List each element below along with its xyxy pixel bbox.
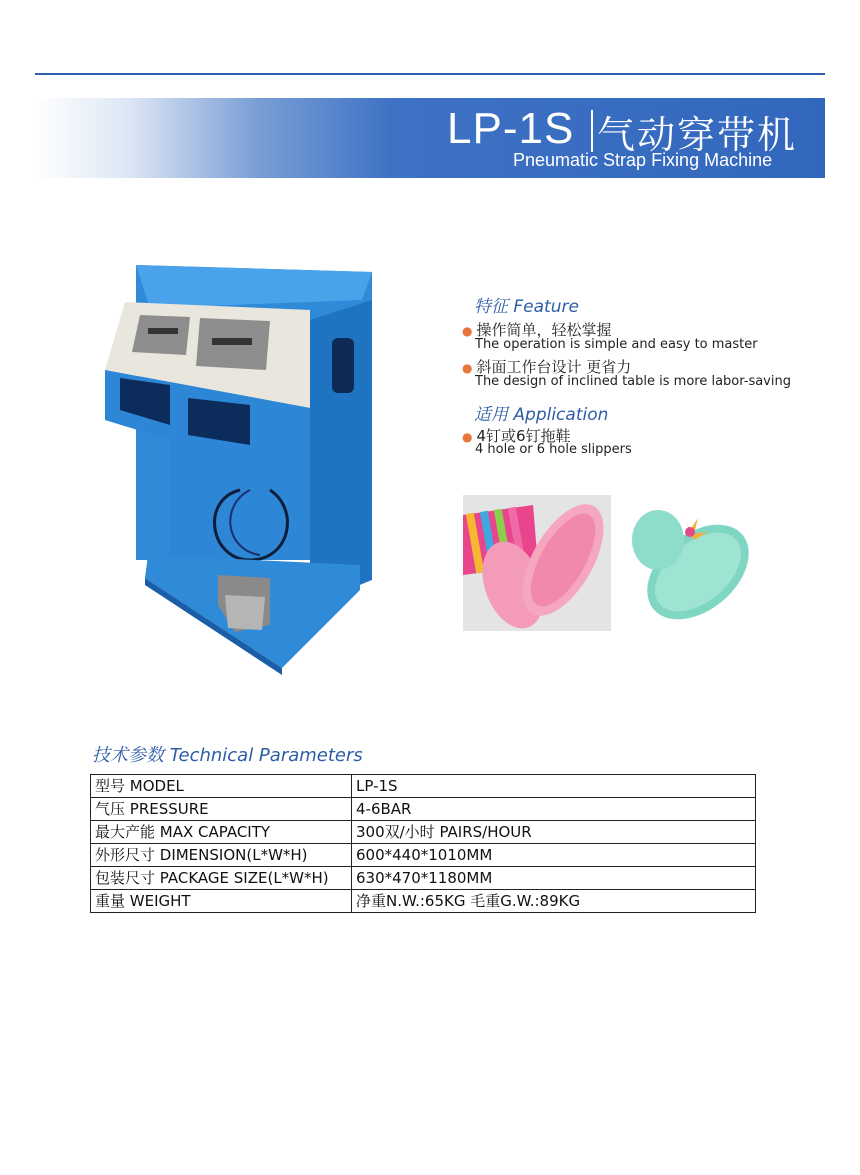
params-heading: 技术参数 Technical Parameters [92,745,363,766]
table-row [91,844,756,867]
feature-item-1-en: The operation is simple and easy to master [475,337,758,352]
feature-item-2-cn: 斜面工作台设计 更省力 [476,358,632,376]
feature-heading: 特征 Feature [474,297,579,317]
title-separator [591,110,593,152]
param-value: LP-1S [352,775,756,798]
table-row [91,798,756,821]
pink-slipper-image [463,495,611,631]
bullet-icon: ● [462,361,473,375]
application-item-1-en: 4 hole or 6 hole slippers [475,442,632,457]
param-value: 630*470*1180MM [352,867,756,890]
model-title: LP-1S [447,104,575,153]
title-en: Pneumatic Strap Fixing Machine [513,150,773,170]
feature-item-1-cn: 操作简单，轻松掌握 [476,321,612,339]
param-value: 600*440*1010MM [352,844,756,867]
param-value: 净重N.W.:65KG 毛重G.W.:89KG [352,890,756,913]
param-key: 外形尺寸 DIMENSION(L*W*H) [91,844,352,867]
green-slipper-image [628,500,762,630]
param-key: 气压 PRESSURE [91,798,352,821]
param-key: 包装尺寸 PACKAGE SIZE(L*W*H) [91,867,352,890]
param-key: 型号 MODEL [91,775,352,798]
feature-item-2-en: The design of inclined table is more labor-saving [475,374,791,389]
application-heading: 适用 Application [474,405,609,425]
top-divider [35,73,825,75]
params-table [90,774,756,913]
param-value: 4-6BAR [352,798,756,821]
param-key: 重量 WEIGHT [91,890,352,913]
table-row [91,775,756,798]
title-cn: 气动穿带机 [597,113,798,157]
header-banner [35,98,825,178]
table-row [91,867,756,890]
table-row [91,890,756,913]
machine-image [100,260,380,675]
bullet-icon: ● [462,430,473,444]
bullet-icon: ● [462,324,473,338]
param-key: 最大产能 MAX CAPACITY [91,821,352,844]
table-row [91,821,756,844]
param-value: 300双/小时 PAIRS/HOUR [352,821,756,844]
application-item-1-cn: 4钉或6钉拖鞋 [476,427,571,445]
